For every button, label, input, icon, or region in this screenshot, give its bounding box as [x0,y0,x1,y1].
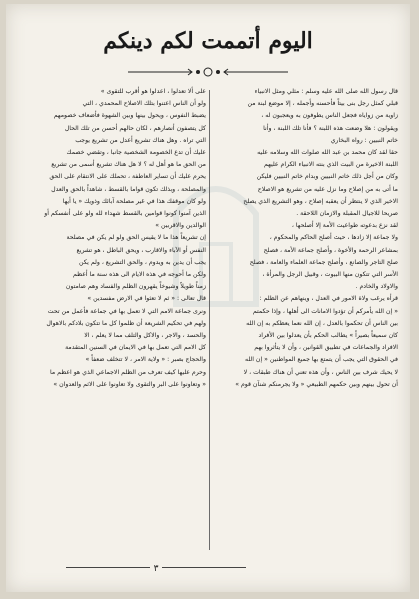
text-line: ولو كان موقفك هذا في غير مصلحة آبائك وذويك « يا أيها [62,197,206,205]
text-line: صلح التاجر والصانع ، وأصلح جماعة العلماء والعامة ، فصلح [249,258,398,266]
article-title: اليوم أتممت لكم دينكم [103,28,313,54]
text-line: بين الناس أن تحكموا بالعدل ، إن الله نعما يعظكم به إن الله [246,319,398,327]
text-line: لقد نزع بدعوته طواعيت الأمة إلا أصلحها ، [291,222,398,230]
text-line: النفس أو الآباء والاقارب ، ويحق الباطل ، هو تشريع [76,246,206,254]
text-line: « وتعاونوا على البر والتقوى ولا تعاونوا على الاثم والعدوان » [53,380,206,388]
text-line: ولو أن الناس اعتنوا بتلك الاصلاح المحمدي ، التي [82,100,206,108]
text-line: يضبط النفوس ، ويحول بينها وبين الشهوة فأضعاف خصومهم [53,112,206,120]
text-line: قبلي كمثل رجل بنى بيتاً فأحسنه وأجمله ، إلا موضع لبنة من [247,100,398,108]
text-line: والاولاد والخادم . [355,283,398,291]
left-column-text [18,86,206,391]
text-line: ويقولون : هلا وضعت هذه اللبنة ؟ فأنا تلك اللبنة ، وأنا [263,124,398,132]
text-line: وحرم عليها كيف تعرف من الظلم الاجماعي الذي هو اعظم ما [49,368,206,376]
text-line: والحجاج بصبر : « ولاية الامر ، لا تتخلف ضعفاً » [85,356,206,364]
text-line: والحسد ، والاجر ، والاكل والتلف مما لا يعلم ، الا [84,332,206,340]
text-line: الاخير الذي لا ينتظر أن يعقبه إصلاح ، وهو التشريع الذي يصلح [243,197,398,205]
text-line: التي تراه . وهل هناك تشريع أعدل من تشريع يوجب [75,136,206,144]
text-line: ولا جماعة إلا زادها ، حيث أصلح الحاكم والمحكوم ، [269,234,398,242]
text-line: كل الامم التي تعمل بها في الايمان في السنين المتقدمة [65,344,206,352]
text-line: يحرم عليك أن تساير العاطفة ، تحملك على الانتقام على الحق [49,173,206,181]
text-line: ولهم في تحكيم الشريعة أن ظلموا كل ما تتكون بلادكم بالاهوال [46,319,206,327]
text-line: صريحا للاجيال المقبلة والازمان اللاحقة . [296,210,398,218]
text-line: يجب أن يدين به ويدوم ، والحق التشريع ، ولم يكن [79,258,206,266]
text-line: لا يحيك شرف بين الناس ، وأن هذه تعني أن هناك طبقات ، لا [243,368,398,376]
text-line: اللبنة الاخيرة من البيت الذي بنته الانبياء الكرام عليهم [263,161,398,169]
page-number [96,564,216,574]
text-line: الذين آمنوا كونوا قوامين بالقسط شهداء لله ولو على أنفسكم أو [44,210,206,218]
text-line: من الحق ما هو أهل له ؟ لا هل هناك تشريع أسمى من تشريع [51,161,206,169]
text-line: زمناً طويلاً وشيوخاً يقهرون الظلم والفساد وهم صامتون [65,283,206,291]
right-column-text [210,86,398,391]
text-line: وكان من أجل ذلك خاتم النبيين وبدام خاتم النبيين فليكن [256,173,398,181]
text-line: ونرى جماعة الامم التي لا تعمل بها في جماعة فأعمل من تحت [47,307,206,315]
column-divider [209,90,210,550]
text-line: ما أتى به من إصلاح وما نزل عليه من تشريع هو الاصلاح [257,185,398,193]
text-line: بمشاعر الرحمة والأخوة ، وأصلح جماعة الأمة ، فصلح [263,246,398,254]
text-line: ولكن ما أحوجه في هذه الايام الى هذه سنة ما أعظم [73,271,206,279]
text-line: الأسر التي تتكون منها البيوت ، وقبيل الرجل والمرأة ، [262,271,398,279]
text-line: أن تحول بينهم وبين حكمهم الطبيعي « ولا يجرمنكم شنآن قوم » [235,380,398,388]
page-number-label: ٣ [150,564,163,574]
text-line: على ألا تعدلوا ، اعدلوا هو أقرب للتقوى » [100,88,206,95]
text-line: حقا لقد كان محمد بن عبد الله صلوات الله وسلامه عليه [257,149,398,157]
text-line: والمصلحة ، وبذلك تكون قواما بالقسط ، شاهداً بالحق والعدل [51,185,206,193]
text-line: كل يتصفون أنصارهم ، لكان حالهم أحسن من تلك الحال [64,124,206,132]
document-page [6,4,410,592]
text-line: قال تعالى : « ثم لا تعثوا في الارض مفسدين » [87,295,206,303]
text-line: خاتم النبيين : رواه البخاري [330,136,398,144]
text-line: قرأه يرغب ولاة الامور في العدل ، وينهاهم عن الظلم : [259,295,398,303]
text-line: زاوية من زواياه فجعل الناس يطوفون به ويعجبون له ، [261,112,398,120]
text-line: الوالدين والاقربين » [155,222,206,230]
text-line: قال رسول الله صلى الله عليه وسلم : مثلي ومثل الانبياء [254,88,398,95]
text-line: عليك أن تدع الخصومة الشخصية جانبا ، وتقضي خصمك [66,149,206,157]
title-ornament-icon [126,66,290,78]
text-line: كان سميعاً بصيراً » يطالب الحكم بأن يعدلوا بين الأفراد [258,332,398,340]
text-line: إن تشريعاً هذا ما لا يقيس الحق ولو لم يكن في مصلحة [66,234,206,242]
text-line: « إن الله يأمركم أن تؤدوا الامانات الى أهلها ، وإذا حكمتم [252,307,398,315]
text-line: في الحقوق التي يجب أن يتمتع بها جميع المواطنين « إن الله [245,356,398,364]
text-line: الافراد والجماعات في تطبيق القوانين ، وأن لا يتأثروا بهم [254,344,398,352]
